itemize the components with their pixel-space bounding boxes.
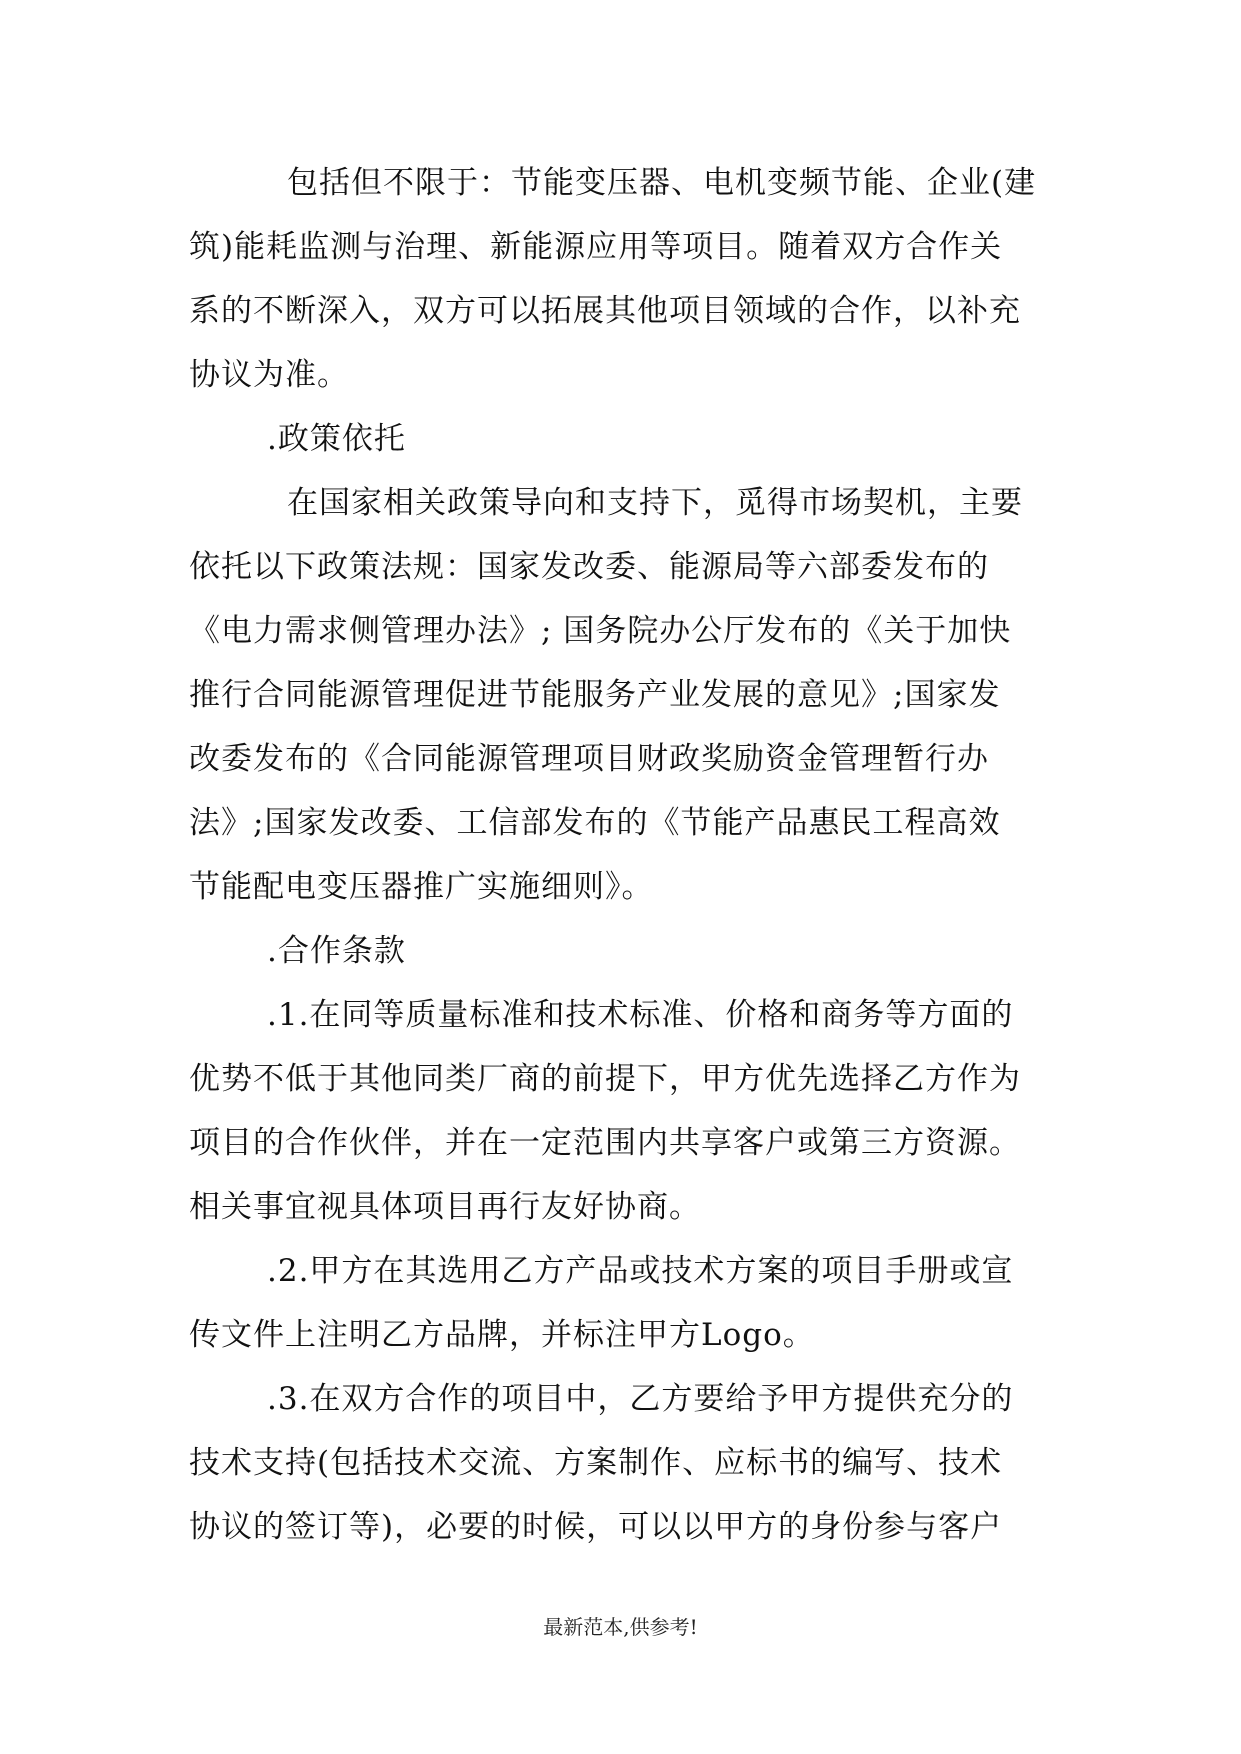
text-line: .3.在双方合作的项目中，乙方要给予甲方提供充分的 [267,1381,1014,1417]
text-line: .政策依托 [267,421,406,457]
text-line: 在国家相关政策导向和支持下，觅得市场契机，主要 [287,485,1023,521]
text-line: 项目的合作伙伴，并在一定范围内共享客户或第三方资源。 [189,1125,1021,1161]
text-line: 优势不低于其他同类厂商的前提下，甲方优先选择乙方作为 [189,1061,1021,1097]
document-body [189,151,1069,1559]
text-line: 传文件上注明乙方品牌，并标注甲方Logo。 [189,1317,815,1353]
text-line: 筑)能耗监测与治理、新能源应用等项目。随着双方合作关 [189,229,1003,265]
text-line: 依托以下政策法规：国家发改委、能源局等六部委发布的 [189,549,989,585]
text-line: .1.在同等质量标准和技术标准、价格和商务等方面的 [267,997,1014,1033]
text-line: 法》;国家发改委、工信部发布的《节能产品惠民工程高效 [189,805,1001,841]
text-line: 系的不断深入，双方可以拓展其他项目领域的合作，以补充 [189,293,1021,329]
text-line: 技术支持(包括技术交流、方案制作、应标书的编写、技术 [189,1445,1003,1481]
text-line: .合作条款 [267,933,406,969]
text-line: 节能配电变压器推广实施细则》。 [189,869,654,905]
page-footer: 最新范本,供参考! [543,1615,698,1639]
text-line: .2.甲方在其选用乙方产品或技术方案的项目手册或宣 [267,1253,1014,1289]
text-line: 改委发布的《合同能源管理项目财政奖励资金管理暂行办 [189,741,989,777]
text-line: 包括但不限于：节能变压器、电机变频节能、企业(建 [287,165,1037,201]
text-line: 推行合同能源管理促进节能服务产业发展的意见》;国家发 [189,677,1001,713]
text-line: 协议为准。 [189,357,349,393]
text-line: 《电力需求侧管理办法》; 国务院办公厅发布的《关于加快 [189,613,1012,649]
text-line: 协议的签订等)，必要的时候，可以以甲方的身份参与客户 [189,1509,1003,1545]
text-line: 相关事宜视具体项目再行友好协商。 [189,1189,701,1225]
